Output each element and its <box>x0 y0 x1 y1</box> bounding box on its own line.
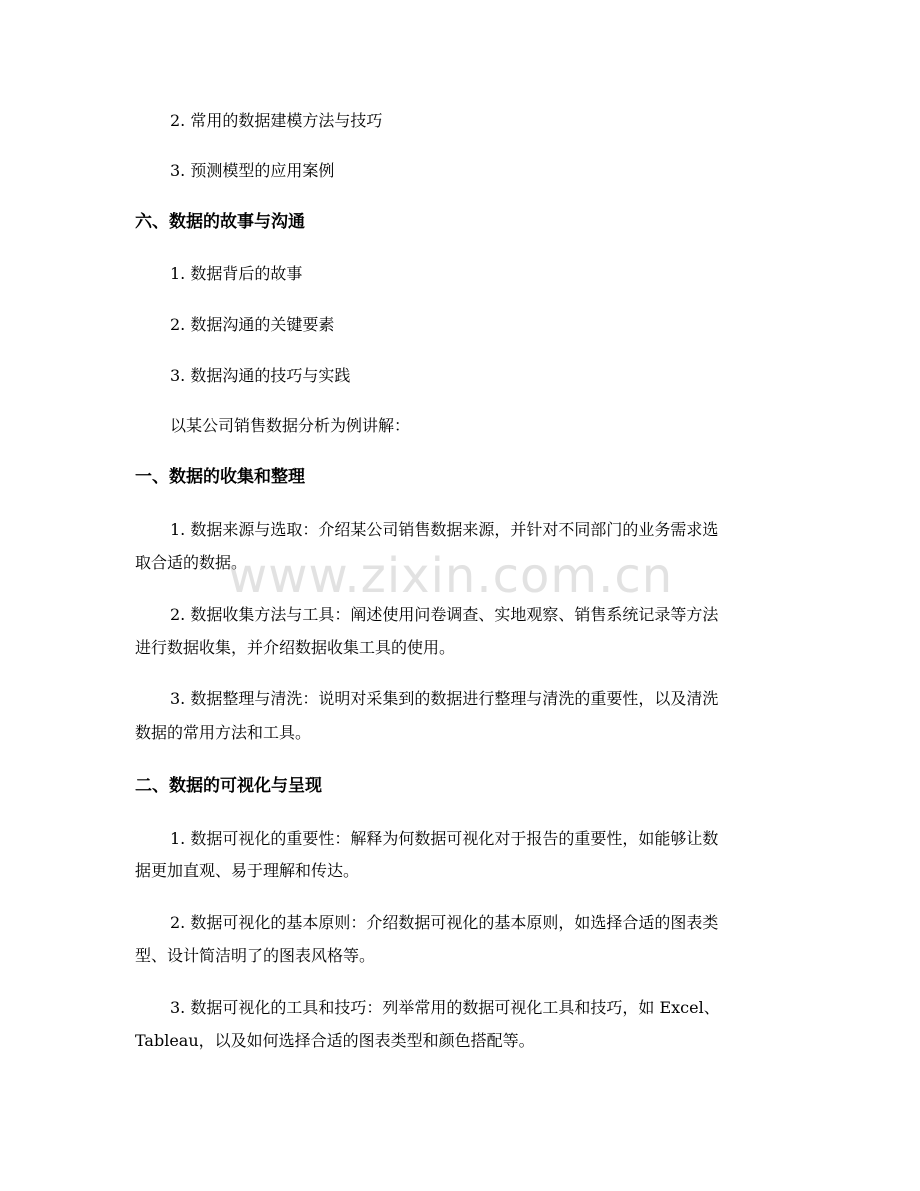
paragraph-line: 2. 数据可视化的基本原则：介绍数据可视化的基本原则，如选择合适的图表类 <box>170 913 719 932</box>
intro-paragraph: 以某公司销售数据分析为例讲解： <box>170 416 411 435</box>
paragraph-line: 3. 数据可视化的工具和技巧：列举常用的数据可视化工具和技巧，如 Excel、 <box>170 998 720 1017</box>
paragraph-line: Tableau，以及如何选择合适的图表类型和颜色搭配等。 <box>135 1031 535 1050</box>
list-item: 2. 数据沟通的关键要素 <box>170 315 335 334</box>
section-heading: 二、数据的可视化与呈现 <box>135 776 322 796</box>
watermark: www.zixin.com.cn <box>228 548 674 604</box>
section-heading: 一、数据的收集和整理 <box>135 467 305 487</box>
paragraph-line: 数据的常用方法和工具。 <box>135 723 312 742</box>
paragraph-line: 1. 数据来源与选取：介绍某公司销售数据来源，并针对不同部门的业务需求选 <box>170 520 719 539</box>
list-item: 3. 数据沟通的技巧与实践 <box>170 366 351 385</box>
paragraph-line: 1. 数据可视化的重要性：解释为何数据可视化对于报告的重要性，如能够让数 <box>170 829 719 848</box>
paragraph-line: 取合适的数据。 <box>135 553 248 572</box>
list-item: 1. 数据背后的故事 <box>170 264 303 283</box>
paragraph-line: 据更加直观、易于理解和传达。 <box>135 861 360 880</box>
paragraph-line: 2. 数据收集方法与工具：阐述使用问卷调查、实地观察、销售系统记录等方法 <box>170 605 719 624</box>
section-heading: 六、数据的故事与沟通 <box>135 212 305 232</box>
paragraph-line: 型、设计简洁明了的图表风格等。 <box>135 946 376 965</box>
list-item: 2. 常用的数据建模方法与技巧 <box>170 111 383 130</box>
list-item: 3. 预测模型的应用案例 <box>170 161 335 180</box>
paragraph-line: 进行数据收集，并介绍数据收集工具的使用。 <box>135 638 456 657</box>
paragraph-line: 3. 数据整理与清洗：说明对采集到的数据进行整理与清洗的重要性，以及清洗 <box>170 689 719 708</box>
